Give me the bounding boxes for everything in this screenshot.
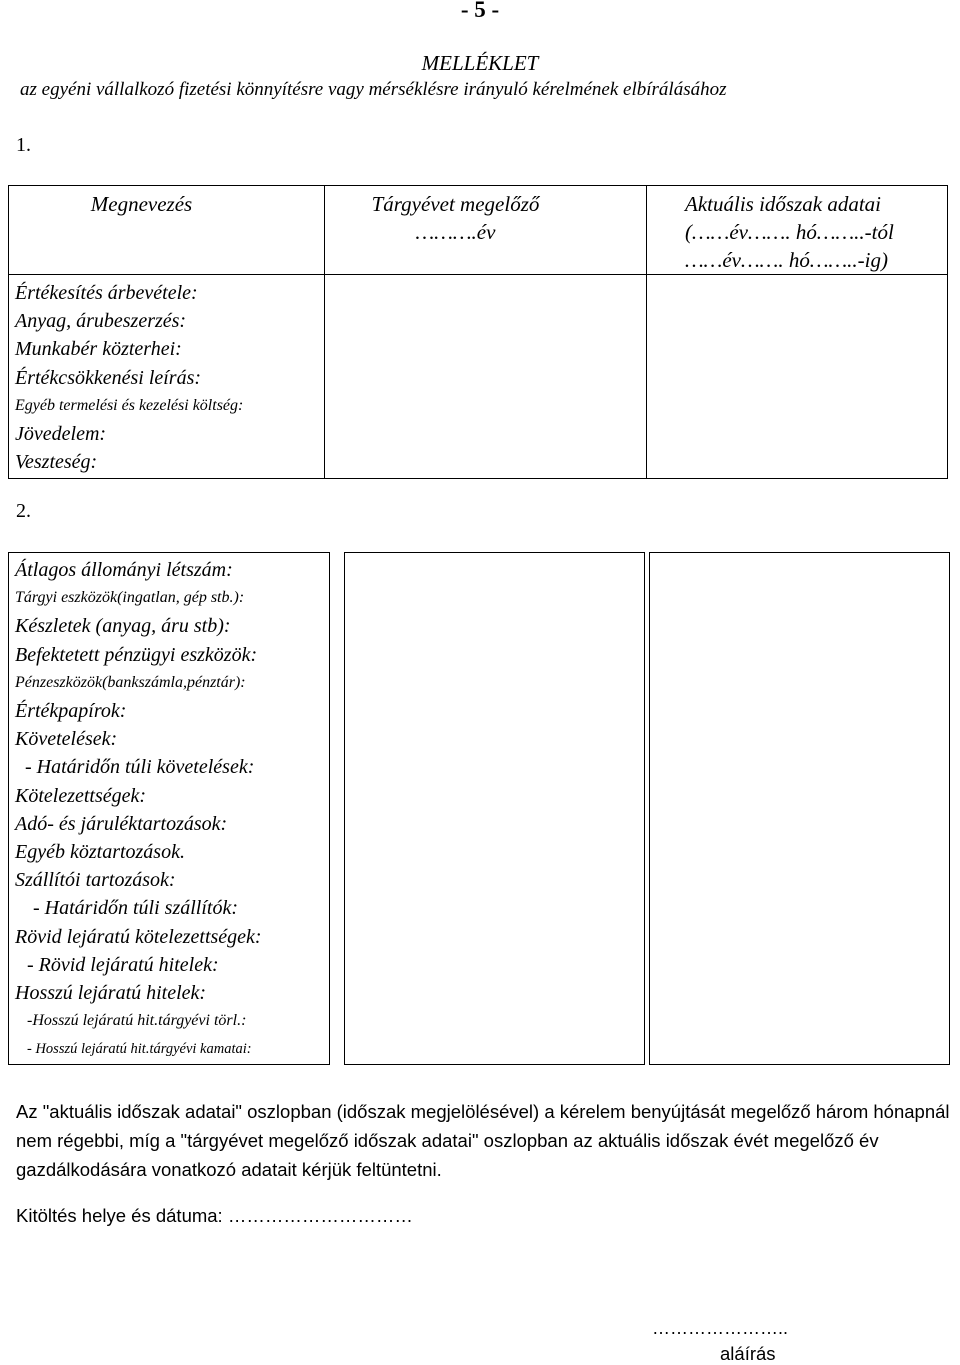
- balance-row-labels: [9, 553, 330, 1065]
- previous-year-label: Tárgyévet megelőző: [371, 192, 540, 216]
- balance-row-label: Készletek (anyag, áru stb):: [15, 615, 231, 638]
- income-row-label: Veszteség:: [15, 451, 98, 474]
- income-row-label: Munkabér közterhei:: [15, 338, 182, 361]
- column-header-current-period: [647, 186, 948, 275]
- section-2-number: 2.: [16, 500, 31, 522]
- income-row-label: Anyag, árubeszerzés:: [15, 310, 187, 333]
- income-table: [8, 185, 948, 479]
- income-row-labels: [9, 275, 325, 479]
- balance-row-label: - Rövid lejáratú hitelek:: [27, 953, 219, 976]
- income-row-label: Jövedelem:: [15, 423, 107, 446]
- annex-title: MELLÉKLET: [421, 51, 539, 75]
- current-period-to: ……év……. hó……..-ig): [685, 248, 888, 272]
- current-period-value-cell[interactable]: [650, 553, 950, 1065]
- balance-row-label: - Hosszú lejáratú hit.tárgyévi kamatai:: [27, 1041, 252, 1058]
- place-date-field[interactable]: Kitöltés helye és dátuma: …………………………: [16, 1205, 413, 1226]
- page-number: - 5 -: [460, 0, 500, 22]
- balance-row-label: - Határidőn túli követelések:: [25, 756, 255, 779]
- income-row-label: Értékcsökkenési leírás:: [15, 366, 202, 389]
- column-header-previous-year: [325, 186, 647, 275]
- balance-row-label: Kötelezettségek:: [15, 784, 147, 807]
- balance-row-label: Átlagos állományi létszám:: [15, 559, 233, 581]
- previous-year-value-cell[interactable]: [345, 553, 645, 1065]
- column-header-name: [9, 186, 325, 275]
- current-period-from: (……év……. hó……..-tól: [685, 220, 894, 244]
- income-row-label: Értékesítés árbevétele:: [15, 282, 198, 304]
- balance-row-label: Rövid lejáratú kötelezettségek:: [15, 925, 262, 948]
- column-header-name-text: Megnevezés: [90, 192, 193, 216]
- balance-row-label: Tárgyi eszközök(ingatlan, gép stb.):: [15, 589, 245, 607]
- signature-label: aláírás: [720, 1343, 776, 1364]
- previous-year-value-cell[interactable]: [325, 275, 647, 479]
- balance-table: [8, 552, 950, 1065]
- income-row-label: Egyéb termelési és kezelési költség:: [15, 396, 244, 414]
- column-gap: [330, 553, 345, 1065]
- balance-row-label: Értékpapírok:: [15, 700, 127, 723]
- annex-subtitle: az egyéni vállalkozó fizetési könnyítésre vagy mérséklésre irányuló kérelmének elbírálásához: [20, 79, 727, 100]
- current-period-label: Aktuális időszak adatai: [685, 192, 881, 216]
- balance-row-label: Követelések:: [15, 728, 118, 751]
- balance-row-label: Hosszú lejáratú hitelek:: [15, 982, 207, 1005]
- current-period-value-cell[interactable]: [647, 275, 948, 479]
- balance-row-label: Szállítói tartozások:: [15, 869, 176, 892]
- balance-row-label: Pénzeszközök(bankszámla,pénztár):: [15, 673, 246, 691]
- balance-row-label: Egyéb köztartozások.: [15, 841, 185, 864]
- balance-row-label: - Határidőn túli szállítók:: [33, 897, 238, 920]
- balance-row-label: -Hosszú lejáratú hit.tárgyévi törl.:: [27, 1012, 247, 1030]
- balance-row-label: Adó- és járuléktartozások:: [15, 812, 228, 835]
- instruction-note: Az "aktuális időszak adatai" oszlopban (időszak megjelölésével) a kérelem benyújtását megelőző három hónapnál nem régebbi, míg a "tárgyévet megelőző időszak adatai" oszlopban az aktuális időszak évét megelőző év gazdálkodására vonatkozó adatait kérjük feltüntetni.: [16, 1101, 950, 1180]
- section-1-number: 1.: [16, 134, 31, 156]
- previous-year-placeholder: ……….év: [415, 220, 496, 244]
- balance-row-label: Befektetett pénzügyi eszközök:: [15, 643, 258, 666]
- signature-line[interactable]: …………………..: [652, 1318, 789, 1338]
